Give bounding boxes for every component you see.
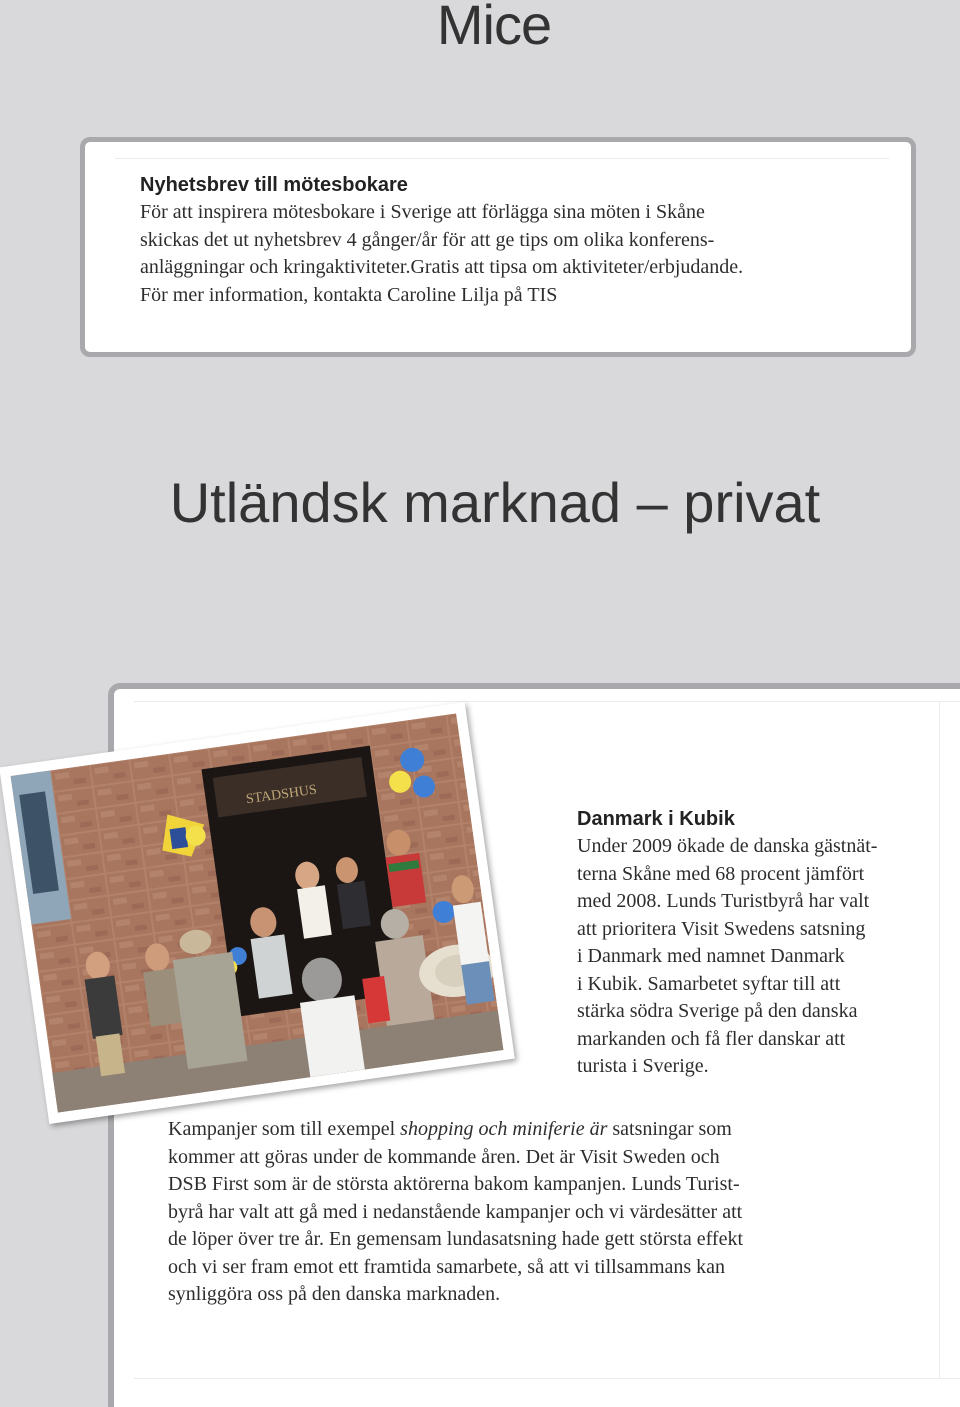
- campaign-line: DSB First som är de största aktörerna bakom kampanjen. Lunds Turist-: [168, 1173, 740, 1195]
- campaign-line: byrå har valt att gå med i nedanstående kampanjer och vi värdesätter att: [168, 1200, 743, 1223]
- article-text: [577, 806, 937, 1081]
- newsletter-body: [140, 199, 870, 309]
- newsletter-line: För att inspirera mötesbokare i Sverige att förlägga sina möten i Skåne: [140, 201, 705, 223]
- photo-sign: STADSHUS: [245, 782, 318, 808]
- article-line: terna Skåne med 68 procent jämfört: [577, 862, 865, 885]
- divider: [115, 158, 889, 159]
- newsletter-line: anläggningar och kringaktiviteter.Gratis att tipsa om aktiviteter/erbjudande.: [140, 256, 744, 278]
- article-heading: Danmark i Kubik: [577, 808, 735, 830]
- divider: [939, 701, 940, 1379]
- campaign-body: [168, 1116, 848, 1309]
- article-line: turista i Sverige.: [577, 1055, 709, 1077]
- article-line: i Kubik. Samarbetet syftar till att: [577, 972, 841, 995]
- photo-illustration: [11, 713, 504, 1112]
- article-line: Under 2009 ökade de danska gästnät-: [577, 835, 878, 857]
- newsletter-heading: Nyhetsbrev till mötesbokare: [140, 174, 408, 196]
- newsletter-box: [80, 137, 916, 357]
- article-line: med 2008. Lunds Turistbyrå har valt: [577, 890, 870, 912]
- article-photo: [0, 702, 515, 1124]
- article-body: [577, 833, 937, 1081]
- newsletter-line: skickas det ut nyhetsbrev 4 gånger/år för att ge tips om olika konferens-: [140, 228, 715, 251]
- page-title: Mice: [436, 0, 552, 56]
- campaign-line-start: Kampanjer som till exempel: [168, 1118, 401, 1140]
- article-line: i Danmark med namnet Danmark: [577, 945, 845, 967]
- campaign-line: [168, 1116, 848, 1144]
- campaign-line: kommer att göras under de kommande åren. Det är Visit Sweden och: [168, 1145, 720, 1168]
- campaign-line: och vi ser fram emot ett framtida samarbete, så att vi tillsammans kan: [168, 1255, 726, 1278]
- campaign-line: synliggöra oss på den danska marknaden.: [168, 1283, 501, 1305]
- divider: [134, 1378, 960, 1379]
- campaign-line-end: satsningar som: [607, 1118, 732, 1140]
- campaign-line: de löper över tre år. En gemensam lundasatsning hade gett största effekt: [168, 1228, 743, 1250]
- article-line: att prioritera Visit Swedens satsning: [577, 917, 866, 940]
- article-line: stärka södra Sverige på den danska: [577, 1000, 858, 1022]
- article-line: markanden och få fler danskar att: [577, 1027, 846, 1050]
- divider: [134, 701, 960, 702]
- section-title: Utländsk marknad – privat: [169, 471, 821, 534]
- campaign-italic: shopping och miniferie är: [400, 1118, 608, 1140]
- newsletter-line: För mer information, kontakta Caroline Lilja på TIS: [140, 283, 558, 306]
- campaign-text: [168, 1116, 848, 1309]
